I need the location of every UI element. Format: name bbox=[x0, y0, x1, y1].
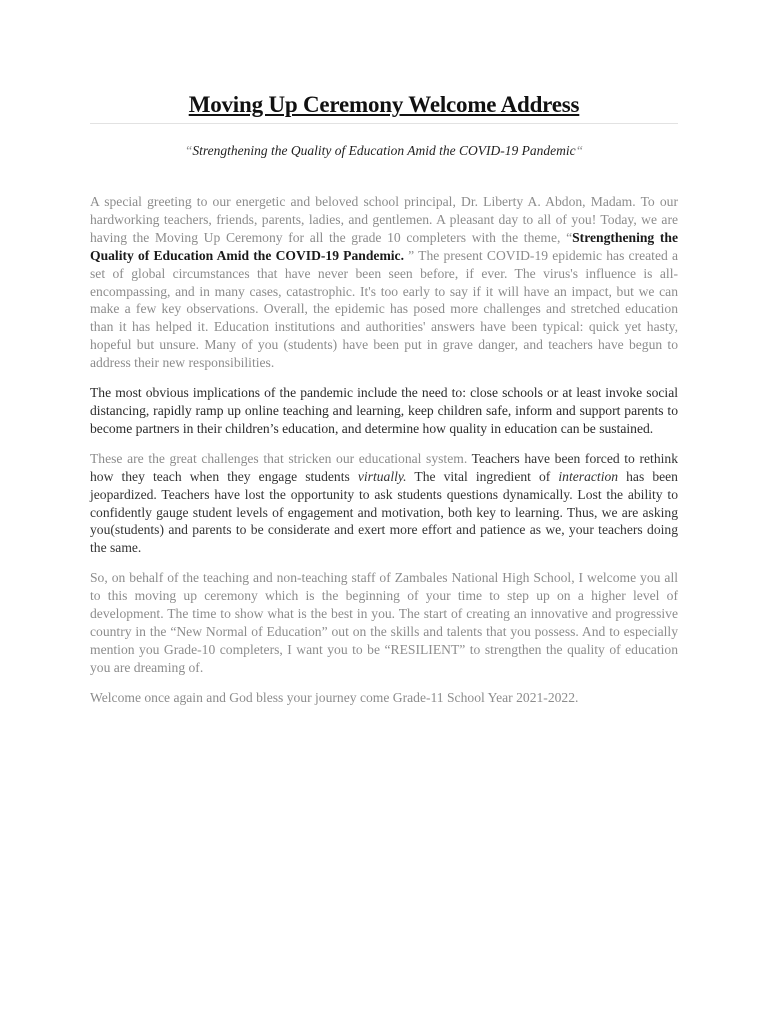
paragraph-challenges-part4: has been jeopardized. Teachers have lost the opportunity to ask students questions dynamically. Lost the ability to confidently gauge student levels of engagement and motivation, both key to learning. Thus, we are asking you(students) and parents to be considerate and exert more effort and patience as we, your teachers doing the same. bbox=[90, 468, 678, 556]
title-divider bbox=[90, 123, 678, 124]
subtitle-close-quote: “ bbox=[575, 143, 584, 158]
paragraph-greeting bbox=[90, 193, 678, 372]
italic-interaction: interaction bbox=[558, 468, 619, 484]
paragraph-behalf: So, on behalf of the teaching and non-teaching staff of Zambales National High School, I welcome you all to this moving up ceremony which is the beginning of your time to step up on a higher level of development. The time to show what is the best in you. The start of creating an innovative and progressive country in the “New Normal of Education” out on the skills and talents that you possess. And to especially mention you Grade-10 completers, I want you to be “RESILIENT” to strengthen the quality of education you are dreaming of. bbox=[90, 570, 678, 675]
subtitle-text: Strengthening the Quality of Education Amid the COVID-19 Pandemic bbox=[192, 143, 576, 158]
paragraph-challenges-part2 bbox=[90, 451, 678, 556]
paragraph-closing: Welcome once again and God bless your journey come Grade-11 School Year 2021-2022. bbox=[90, 689, 579, 705]
paragraph-implications: The most obvious implications of the pandemic include the need to: close schools or at least invoke social distancing, rapidly ramp up online teaching and learning, keep children safe, inform and support parents to become partners in their children’s education, and determine how quality in education can be sustained. bbox=[90, 385, 678, 436]
paragraph-challenges-part1: These are the great challenges that stricken our educational system. bbox=[90, 450, 468, 466]
paragraph-greeting-part1: A special greeting to our energetic and beloved school principal, Dr. Liberty A. Abdon, Madam. To our hardworking teachers, friends, parents, ladies, and gentlemen. A pleasant day to all of you! Today, we are having the Moving Up Ceremony for all the grade 10 completers with the theme, “ bbox=[90, 194, 678, 245]
paragraph-greeting-part2: ” The present COVID-19 epidemic has created a set of global circumstances that have never been seen before, if ever. The virus's influence is all-encompassing, and in many cases, catastrophic. It's too early to say if it will have an impact, but we can make a few key observations. Overall, the epidemic has posed more challenges and stretched education than it has helped it. Education institutions and authorities' answers have been typical: quick yet hasty, hopeful but unsure. Many of you (students) have been put in grave danger, and teachers have begun to address their new responsibilities. bbox=[90, 247, 678, 371]
document-title: Moving Up Ceremony Welcome Address bbox=[188, 92, 580, 117]
paragraph-challenges-part3: The vital ingredient of bbox=[406, 468, 559, 484]
italic-virtually: virtually. bbox=[357, 468, 407, 484]
document-body bbox=[90, 193, 678, 719]
subtitle-open-quote: “ bbox=[184, 143, 193, 158]
paragraph-challenges bbox=[90, 450, 678, 557]
document-subtitle bbox=[0, 143, 768, 159]
paragraph-challenges-part2-text: Teachers have been forced to rethink how they teach when they engage students bbox=[90, 450, 678, 484]
theme-text: Strengthening the Quality of Education Amid the COVID-19 Pandemic. bbox=[90, 229, 678, 263]
